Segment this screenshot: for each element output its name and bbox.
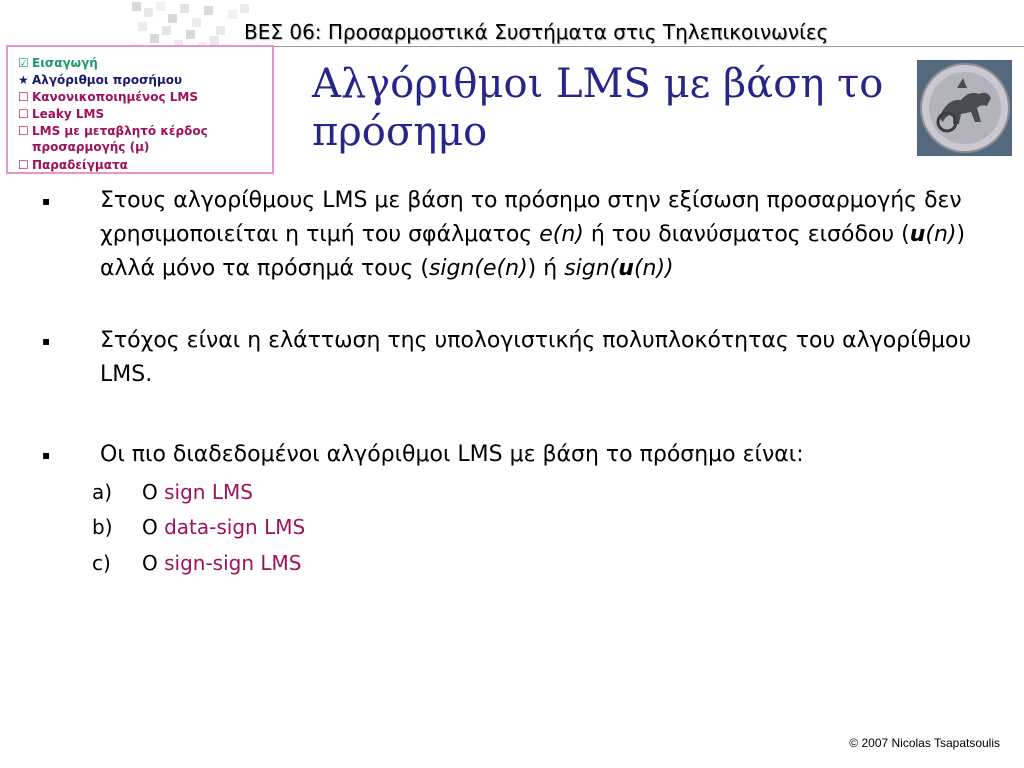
algorithm-name: sign-sign LMS xyxy=(164,551,302,575)
checked-box-icon: ☑ xyxy=(18,56,29,70)
outline-item-label-continued: προσαρμογής (μ) xyxy=(32,140,150,154)
slide-title-line1: Αλγόριθμοι LMS με βάση το xyxy=(312,61,884,107)
course-title: ΒΕΣ 06: Προσαρμοστικά Συστήματα στις Τηλεπικοινωνίες xyxy=(244,20,829,44)
math-sign-open: sign( xyxy=(564,256,619,281)
outline-item-label: Αλγόριθμοι προσήμου xyxy=(32,73,183,87)
outline-item-label: Εισαγωγή xyxy=(32,56,98,70)
bullet-text-part: ) ή xyxy=(527,256,565,281)
bullet-text-part: Στους αλγορίθμους LMS με βάση το πρόσημο στην εξίσωση προσαρμογής δεν χρησιμοποιείται η τιμή του σφάλματος xyxy=(100,188,962,247)
outline-item-label: LMS με μεταβλητό κέρδος xyxy=(32,124,208,138)
bullet-item xyxy=(42,438,972,472)
outline-item-label: Παραδείγματα xyxy=(32,158,128,172)
unchecked-box-icon: ☐ xyxy=(18,124,29,138)
math-u-bold: u xyxy=(618,256,634,281)
outline-item-normalized-lms[interactable] xyxy=(18,89,198,105)
unchecked-box-icon: ☐ xyxy=(18,158,29,172)
algorithm-name: data-sign LMS xyxy=(164,515,306,539)
outline-item-sign-algorithms[interactable] xyxy=(18,72,182,88)
bullet-square-icon: ▪ xyxy=(42,334,51,348)
unchecked-box-icon: ☐ xyxy=(18,90,29,104)
bullet-text: Οι πιο διαδεδομένοι αλγόριθμοι LMS με βάση το πρόσημο είναι: xyxy=(100,442,804,467)
sub-list-letter: b) xyxy=(92,515,113,539)
bullet-item xyxy=(42,184,972,286)
bullet-square-icon: ▪ xyxy=(42,194,51,208)
sub-list-item xyxy=(92,510,305,544)
bullet-text-part: ή του διανύσματος εισόδου ( xyxy=(583,222,910,247)
math-u-bold: u xyxy=(909,222,926,247)
outline-item-examples[interactable] xyxy=(18,157,128,173)
math-n: (n) xyxy=(925,222,957,247)
unchecked-box-icon: ☐ xyxy=(18,107,29,121)
star-icon: ★ xyxy=(18,73,29,87)
sub-list-letter: c) xyxy=(92,551,111,575)
sub-list-item xyxy=(92,546,301,580)
bullet-text xyxy=(100,184,972,286)
sub-list-prefix: Ο xyxy=(142,480,165,504)
outline-box xyxy=(6,45,274,174)
sub-list-item xyxy=(92,475,253,509)
slide-title-line2: πρόσημο xyxy=(312,109,488,155)
outline-item-variable-step-lms[interactable] xyxy=(18,123,208,155)
outline-item-label: Leaky LMS xyxy=(32,107,105,121)
coin-image xyxy=(917,60,1012,156)
outline-item-leaky-lms[interactable] xyxy=(18,106,104,122)
bullet-text: Στόχος είναι η ελάττωση της υπολογιστικής πολυπλοκότητας του αλγορίθμου LMS. xyxy=(100,328,972,387)
math-e-n: e(n) xyxy=(539,222,584,247)
bullet-square-icon: ▪ xyxy=(42,448,51,462)
ancient-coin-icon xyxy=(917,60,1012,156)
copyright-footer: © 2007 Nicolas Tsapatsoulis xyxy=(849,736,1000,750)
algorithm-name: sign LMS xyxy=(164,480,253,504)
sub-list-prefix: Ο xyxy=(142,551,165,575)
header-divider xyxy=(250,46,1024,47)
sub-list-prefix: Ο xyxy=(142,515,165,539)
bullet-item xyxy=(42,324,972,392)
outline-item-label: Κανονικοποιημένος LMS xyxy=(32,90,198,104)
outline-item-introduction[interactable] xyxy=(18,55,98,71)
slide-title xyxy=(312,60,902,156)
math-sign-e: sign(e(n) xyxy=(428,256,528,281)
bullet-text-part: ) αλλά μόνο τα πρόσημά τους ( xyxy=(100,222,966,281)
sub-list-letter: a) xyxy=(92,480,113,504)
math-n-close: (n)) xyxy=(633,256,674,281)
